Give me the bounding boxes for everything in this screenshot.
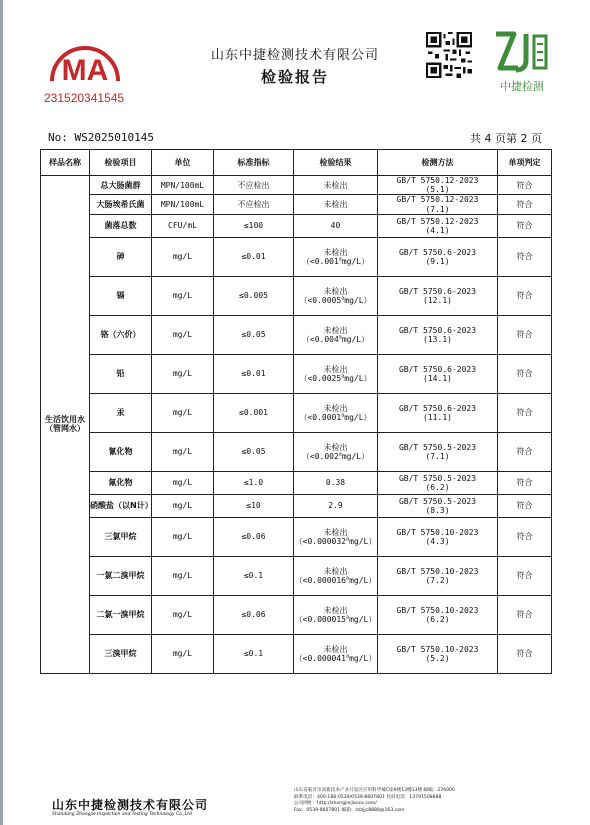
- result-unit: mg/L）: [344, 295, 372, 305]
- item-name: 硝酸盐（以N计）: [90, 501, 153, 511]
- result-footnote-mark: a: [341, 295, 345, 302]
- verdict-cell: [498, 393, 552, 432]
- verdict-value: 符合: [516, 610, 533, 620]
- result-footnote-mark: a: [338, 256, 342, 263]
- verdict-cell: [498, 315, 552, 354]
- result-cell: [294, 634, 378, 673]
- table-row: [41, 276, 552, 315]
- result-cell: [294, 432, 378, 471]
- method-standard: GB/T 5750.10-2023: [396, 566, 479, 576]
- result-footnote-mark: a: [341, 373, 345, 380]
- method-clause: (13.1): [423, 334, 452, 344]
- verdict-value: 符合: [516, 369, 533, 379]
- method-standard: GB/T 5750.12-2023: [396, 195, 479, 205]
- verdict-value: 符合: [516, 532, 533, 542]
- result-cell: [294, 517, 378, 556]
- item-cell: [90, 432, 152, 471]
- verdict-cell: [498, 634, 552, 673]
- verdict-cell: [498, 471, 552, 494]
- unit-cell: [152, 354, 214, 393]
- verdict-cell: [498, 195, 552, 214]
- limit-cell: [214, 214, 294, 237]
- unit-value: mg/L: [172, 408, 193, 418]
- method-standard: GB/T 5750.6-2023: [398, 403, 477, 413]
- method-clause: (12.1): [423, 295, 452, 305]
- unit-cell: [152, 276, 214, 315]
- result-footnote-mark: a: [346, 653, 350, 660]
- result-value: 未检出: [323, 364, 348, 374]
- result-unit: mg/L）: [349, 575, 377, 585]
- limit-value: ≤0.05: [241, 447, 266, 457]
- limit-cell: [214, 354, 294, 393]
- result-cell: [294, 176, 378, 195]
- results-table: [40, 149, 552, 674]
- report-number-value: WS2025010145: [74, 131, 154, 144]
- method-cell: [378, 595, 498, 634]
- limit-value: ≤0.1: [243, 649, 264, 659]
- limit-value: ≤0.05: [241, 330, 266, 340]
- limit-cell: [214, 494, 294, 517]
- table-row: [41, 471, 552, 494]
- verdict-cell: [498, 432, 552, 471]
- unit-value: mg/L: [172, 478, 193, 488]
- result-value: 未检出: [323, 180, 348, 190]
- result-cell: [294, 214, 378, 237]
- method-clause: (6.2): [425, 482, 450, 492]
- method-clause: (6.2): [425, 614, 450, 624]
- limit-cell: [214, 517, 294, 556]
- table-row: [41, 432, 552, 471]
- limit-cell: [214, 634, 294, 673]
- result-value: 未检出: [323, 644, 348, 654]
- result-unit: mg/L）: [341, 256, 370, 266]
- method-clause: (11.1): [423, 412, 452, 422]
- footer-phone: 联系电话：400-188-0539/0539-8607801 投诉电话：13791508888: [294, 794, 442, 800]
- limit-cell: [214, 176, 294, 195]
- method-clause: (7.1): [425, 451, 450, 461]
- result-cell: [294, 556, 378, 595]
- verdict-cell: [498, 517, 552, 556]
- method-cell: [378, 354, 498, 393]
- verdict-cell: [498, 494, 552, 517]
- unit-value: mg/L: [172, 649, 193, 659]
- method-standard: GB/T 5750.6-2023: [398, 286, 477, 296]
- verdict-value: 符合: [516, 649, 533, 659]
- method-standard: GB/T 5750.5-2023: [398, 442, 477, 452]
- verdict-value: 符合: [516, 571, 533, 581]
- unit-cell: [152, 214, 214, 237]
- unit-cell: [152, 315, 214, 354]
- method-clause: (5.1): [425, 185, 450, 195]
- item-name: 砷: [116, 252, 125, 262]
- result-unit: mg/L）: [344, 412, 372, 422]
- method-cell: [378, 237, 498, 276]
- qr-code-icon: [426, 32, 472, 78]
- table-row: [41, 195, 552, 214]
- header-test-result: 检验结果: [294, 150, 378, 176]
- verdict-value: 符合: [516, 199, 533, 209]
- result-cell: [294, 237, 378, 276]
- limit-cell: [214, 471, 294, 494]
- limit-cell: [214, 276, 294, 315]
- item-cell: [90, 176, 152, 195]
- item-cell: [90, 494, 152, 517]
- result-value: 未检出: [323, 247, 348, 257]
- method-cell: [378, 315, 498, 354]
- item-name: 一氯二溴甲烷: [96, 571, 145, 581]
- method-standard: GB/T 5750.12-2023: [396, 176, 479, 185]
- verdict-cell: [498, 595, 552, 634]
- method-standard: GB/T 5750.5-2023: [398, 496, 477, 506]
- result-unit: mg/L）: [349, 536, 377, 546]
- result-value: 未检出: [323, 442, 348, 452]
- limit-value: ≤0.01: [241, 252, 266, 262]
- result-cell: [294, 471, 378, 494]
- item-cell: [90, 214, 152, 237]
- verdict-value: 符合: [516, 252, 533, 262]
- unit-value: mg/L: [172, 532, 193, 542]
- method-cell: [378, 634, 498, 673]
- result-cell: [294, 494, 378, 517]
- limit-cell: [214, 315, 294, 354]
- result-detection-limit: （<0.002: [301, 451, 339, 461]
- item-cell: [90, 195, 152, 214]
- unit-value: MPN/100mL: [160, 180, 205, 190]
- limit-value: ≤0.01: [241, 369, 266, 379]
- method-clause: (5.2): [425, 653, 450, 663]
- table-row: [41, 494, 552, 517]
- verdict-value: 符合: [516, 408, 533, 418]
- unit-value: mg/L: [172, 501, 193, 511]
- limit-value: 不应检出: [237, 180, 270, 190]
- result-detection-limit: （<0.004: [301, 334, 339, 344]
- method-cell: [378, 432, 498, 471]
- method-cell: [378, 276, 498, 315]
- verdict-cell: [498, 354, 552, 393]
- verdict-cell: [498, 237, 552, 276]
- result-detection-limit: （<0.000032: [294, 536, 346, 546]
- sample-name-cell: 生活饮用水（管网水）: [41, 176, 90, 674]
- item-name: 汞: [116, 408, 125, 418]
- method-cell: [378, 471, 498, 494]
- method-cell: [378, 517, 498, 556]
- result-footnote-mark: a: [346, 536, 350, 543]
- item-name: 三氯甲烷: [104, 532, 137, 542]
- unit-cell: [152, 432, 214, 471]
- verdict-value: 符合: [516, 291, 533, 301]
- verdict-value: 符合: [516, 180, 533, 190]
- zhongjie-logo-label: 中捷检测: [500, 80, 544, 93]
- unit-cell: [152, 634, 214, 673]
- method-standard: GB/T 5750.12-2023: [396, 216, 479, 226]
- method-cell: [378, 556, 498, 595]
- unit-value: CFU/mL: [168, 221, 197, 231]
- method-standard: GB/T 5750.10-2023: [396, 527, 479, 537]
- result-value: 40: [330, 221, 341, 231]
- method-clause: (4.1): [425, 225, 450, 235]
- result-footnote-mark: a: [346, 575, 350, 582]
- result-unit: mg/L）: [341, 451, 370, 461]
- item-name: 铅: [116, 369, 125, 379]
- result-detection-limit: （<0.001: [301, 256, 339, 266]
- item-name: 菌落总数: [104, 221, 137, 231]
- result-value: 未检出: [323, 199, 348, 209]
- verdict-value: 符合: [516, 221, 533, 231]
- item-cell: [90, 393, 152, 432]
- unit-value: mg/L: [172, 291, 193, 301]
- unit-value: mg/L: [172, 330, 193, 340]
- result-detection-limit: （<0.000015: [294, 614, 346, 624]
- header-verdict: 单项判定: [498, 150, 552, 176]
- unit-value: mg/L: [172, 369, 193, 379]
- unit-cell: [152, 237, 214, 276]
- zhongjie-logo-icon: [492, 30, 550, 74]
- method-cell: [378, 176, 498, 195]
- item-name: 铬（六价）: [100, 330, 141, 340]
- header-unit: 单位: [152, 150, 214, 176]
- result-unit: mg/L）: [344, 373, 372, 383]
- page-info: 共 4 页第 2 页: [470, 132, 542, 145]
- table-row: [41, 354, 552, 393]
- result-value: 0.38: [325, 478, 346, 488]
- limit-value: ≤1.0: [243, 478, 264, 488]
- result-unit: mg/L）: [341, 334, 370, 344]
- footer-company-en: Shandong Zhongjie Inspection and Testing Technology Co.,Ltd: [52, 812, 192, 817]
- table-row: [41, 214, 552, 237]
- limit-cell: [214, 432, 294, 471]
- limit-value: ≤10: [246, 501, 261, 511]
- report-number-label: No:: [48, 131, 75, 144]
- table-row: [41, 556, 552, 595]
- unit-value: mg/L: [172, 610, 193, 620]
- result-cell: [294, 595, 378, 634]
- method-standard: GB/T 5750.10-2023: [396, 605, 479, 615]
- item-cell: [90, 354, 152, 393]
- result-value: 2.9: [328, 501, 343, 511]
- method-clause: (7.1): [425, 204, 450, 214]
- table-row: [41, 315, 552, 354]
- result-value: 未检出: [323, 527, 348, 537]
- result-detection-limit: （<0.000016: [294, 575, 346, 585]
- method-clause: (7.2): [425, 575, 450, 585]
- unit-cell: [152, 517, 214, 556]
- report-title: 检验报告: [260, 68, 329, 86]
- footer-company: 山东中捷检测技术有限公司: [52, 798, 209, 812]
- footer-contact: [294, 788, 544, 815]
- method-cell: [378, 195, 498, 214]
- limit-value: ≤0.06: [241, 610, 266, 620]
- item-name: 氟化物: [108, 478, 133, 488]
- limit-cell: [214, 237, 294, 276]
- page-border: [0, 0, 3, 825]
- cma-logo-text: MA: [61, 54, 109, 86]
- item-cell: [90, 517, 152, 556]
- footer-web: 公司网址：http://zhongjiejiance.com/: [294, 801, 377, 807]
- item-name: 镉: [116, 291, 125, 301]
- unit-cell: [152, 494, 214, 517]
- unit-cell: [152, 471, 214, 494]
- result-unit: mg/L）: [349, 653, 377, 663]
- method-standard: GB/T 5750.6-2023: [398, 325, 477, 335]
- unit-cell: [152, 176, 214, 195]
- method-standard: GB/T 5750.6-2023: [398, 247, 477, 257]
- result-cell: [294, 195, 378, 214]
- result-footnote-mark: a: [338, 334, 342, 341]
- result-value: 未检出: [323, 566, 348, 576]
- limit-cell: [214, 195, 294, 214]
- verdict-cell: [498, 556, 552, 595]
- unit-cell: [152, 195, 214, 214]
- result-footnote-mark: a: [346, 614, 350, 621]
- limit-value: ≤0.001: [239, 408, 268, 418]
- limit-cell: [214, 556, 294, 595]
- limit-value: 不应检出: [237, 199, 270, 209]
- limit-value: ≤0.1: [243, 571, 264, 581]
- verdict-cell: [498, 176, 552, 195]
- result-unit: mg/L）: [349, 614, 377, 624]
- unit-value: mg/L: [172, 447, 193, 457]
- result-detection-limit: （<0.000041: [294, 653, 346, 663]
- verdict-value: 符合: [516, 478, 533, 488]
- limit-value: ≤100: [243, 221, 264, 231]
- limit-value: ≤0.005: [239, 291, 268, 301]
- item-name: 三溴甲烷: [104, 649, 137, 659]
- method-clause: (4.3): [425, 536, 450, 546]
- limit-cell: [214, 393, 294, 432]
- method-cell: [378, 393, 498, 432]
- item-cell: [90, 556, 152, 595]
- verdict-value: 符合: [516, 330, 533, 340]
- item-cell: [90, 634, 152, 673]
- item-cell: [90, 315, 152, 354]
- header-standard-limit: 标准指标: [214, 150, 294, 176]
- item-name: 氰化物: [108, 447, 133, 457]
- table-row: [41, 595, 552, 634]
- table-row: [41, 237, 552, 276]
- unit-cell: [152, 595, 214, 634]
- company-name: 山东中捷检测技术有限公司: [210, 48, 379, 63]
- unit-value: MPN/100mL: [160, 199, 205, 209]
- limit-cell: [214, 595, 294, 634]
- table-row: [41, 634, 552, 673]
- result-value: 未检出: [323, 286, 348, 296]
- verdict-cell: [498, 276, 552, 315]
- result-cell: [294, 315, 378, 354]
- table-row: [41, 393, 552, 432]
- result-value: 未检出: [323, 325, 348, 335]
- unit-cell: [152, 393, 214, 432]
- method-clause: (8.3): [425, 505, 450, 515]
- footer-fax: Fax：0539-8607801 邮箱：zdzjjc8888@163.com: [294, 807, 405, 813]
- method-clause: (14.1): [423, 373, 452, 383]
- unit-value: mg/L: [172, 252, 193, 262]
- header-test-item: 检验项目: [90, 150, 152, 176]
- table-header-row: [41, 150, 552, 176]
- verdict-value: 符合: [516, 501, 533, 511]
- result-detection-limit: （<0.0025: [299, 373, 342, 383]
- verdict-value: 符合: [516, 447, 533, 457]
- result-detection-limit: （<0.0001: [299, 412, 342, 422]
- report-number: [48, 131, 154, 144]
- verdict-cell: [498, 214, 552, 237]
- method-cell: [378, 494, 498, 517]
- result-detection-limit: （<0.0005: [299, 295, 342, 305]
- item-name: 二氯一溴甲烷: [96, 610, 145, 620]
- result-value: 未检出: [323, 403, 348, 413]
- result-value: 未检出: [323, 605, 348, 615]
- method-standard: GB/T 5750.5-2023: [398, 473, 477, 483]
- table-row: [41, 517, 552, 556]
- method-cell: [378, 214, 498, 237]
- result-footnote-mark: a: [338, 451, 342, 458]
- item-name: 大肠埃希氏菌: [96, 199, 145, 209]
- unit-value: mg/L: [172, 571, 193, 581]
- header-test-method: 检测方法: [378, 150, 498, 176]
- method-standard: GB/T 5750.6-2023: [398, 364, 477, 374]
- footer-address: 山东省临沂市高新技术产业开发区应用科学城C座9楼13楼13楼 邮编：276000: [294, 788, 455, 793]
- item-cell: [90, 595, 152, 634]
- header-sample-name: 样品名称: [41, 150, 90, 176]
- limit-value: ≤0.06: [241, 532, 266, 542]
- result-cell: [294, 393, 378, 432]
- result-cell: [294, 276, 378, 315]
- table-row: [41, 176, 552, 195]
- method-standard: GB/T 5750.10-2023: [396, 644, 479, 654]
- item-name: 总大肠菌群: [100, 180, 141, 190]
- item-cell: [90, 471, 152, 494]
- result-cell: [294, 354, 378, 393]
- item-cell: [90, 276, 152, 315]
- item-cell: [90, 237, 152, 276]
- unit-cell: [152, 556, 214, 595]
- method-clause: (9.1): [425, 256, 450, 266]
- result-footnote-mark: a: [341, 412, 345, 419]
- cma-code: 231520341545: [44, 91, 125, 105]
